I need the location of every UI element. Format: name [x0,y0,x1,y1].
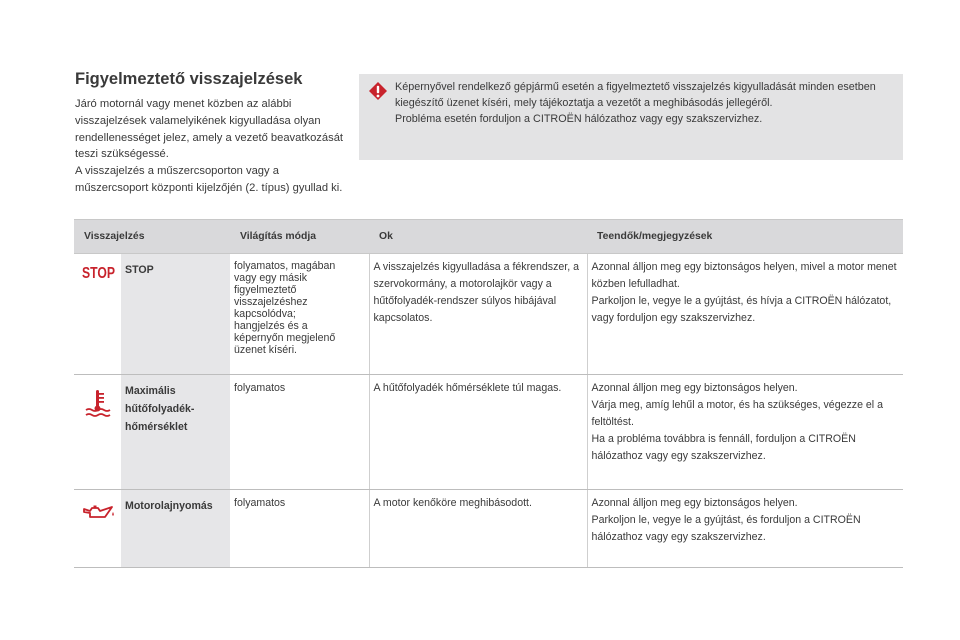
intro-paragraph: Járó motornál vagy menet közben az alábbi visszajelzések valamelyikének kigyulladása olyan rendellenességet jelez, amely a vezető beavatkozását teszi szükségessé. [75,98,344,161]
icon-cell [74,490,121,568]
action [587,375,903,490]
table-row [74,375,903,490]
table-row [74,254,903,375]
cause: A hűtőfolyadék hőmérséklete túl magas. [369,375,587,490]
notice-line: Képernyővel rendelkező gépjármű esetén a figyelmeztető visszajelzés kigyulladását minden esetben kiegészítő üzenet kíséri, mely tájékoztatja a vezetőt a meghibásodás jellegéről. [395,81,876,109]
action-line: Várja meg, amíg lehűl a motor, és ha szükséges, végezze el a feltöltést. [591,399,883,428]
notice-text [395,80,895,127]
oil-pressure-icon [82,504,116,522]
intro-text [75,96,345,197]
notice-box [359,74,903,160]
lighting-mode: folyamatos [230,375,369,490]
lighting-mode [230,254,369,375]
action [587,490,903,568]
coolant-temperature-icon [85,389,111,419]
action-line: Parkoljon le, vegye le a gyújtást, és forduljon a CITROËN hálózathoz vagy egy szakszervizhez. [591,514,861,543]
lighting-mode-text: folyamatos, magában vagy egy másik figyelmeztető visszajelzéshez kapcsolódva; hangjelzés és a képernyőn megjelenő üzenet kíséri. [234,260,336,356]
warning-name: STOP [121,254,230,375]
cause: A visszajelzés kigyulladása a fékrendszer, a szervokormány, a motorolajkör vagy a hűtőfolyadék-rendszer súlyos hibájával kapcsolatos. [369,254,587,375]
lighting-mode: folyamatos [230,490,369,568]
page-title: Figyelmeztető visszajelzések [75,70,303,88]
column-header: Világítás módja [230,220,369,254]
action-line: Azonnal álljon meg egy biztonságos helyen, mivel a motor menet közben lefulladhat. [591,261,897,290]
action [587,254,903,375]
table-header-row [74,220,903,254]
action-line: Azonnal álljon meg egy biztonságos helyen. [591,382,798,394]
action-line: Azonnal álljon meg egy biztonságos helyen. [591,497,798,509]
warning-exclamation-icon [368,81,388,101]
intro-paragraph: A visszajelzés a műszercsoporton vagy a műszercsoport központi kijelzőjén (2. típus) gyullad ki. [75,165,343,194]
icon-cell [74,254,121,375]
cause: A motor kenőköre meghibásodott. [369,490,587,568]
icon-cell [74,375,121,490]
warning-name: Maximális hűtőfolyadék-hőmérséklet [121,375,230,490]
warning-name: Motorolajnyomás [121,490,230,568]
stop-icon-text: STOP [82,265,116,282]
stop-icon [82,264,116,280]
action-line: Parkoljon le, vegye le a gyújtást, és hívja a CITROËN hálózatot, vagy forduljon egy szakszervizhez. [591,295,892,324]
notice-line: Probléma esetén forduljon a CITROËN hálózathoz vagy egy szakszervizhez. [395,112,763,125]
column-header: Teendők/megjegyzések [587,220,903,254]
column-header: Visszajelzés [74,220,230,254]
column-header: Ok [369,220,587,254]
table-row [74,490,903,568]
action-line: Ha a probléma továbbra is fennáll, forduljon a CITROËN hálózathoz vagy egy szakszervizhez. [591,433,856,462]
warning-lights-table [74,219,903,568]
